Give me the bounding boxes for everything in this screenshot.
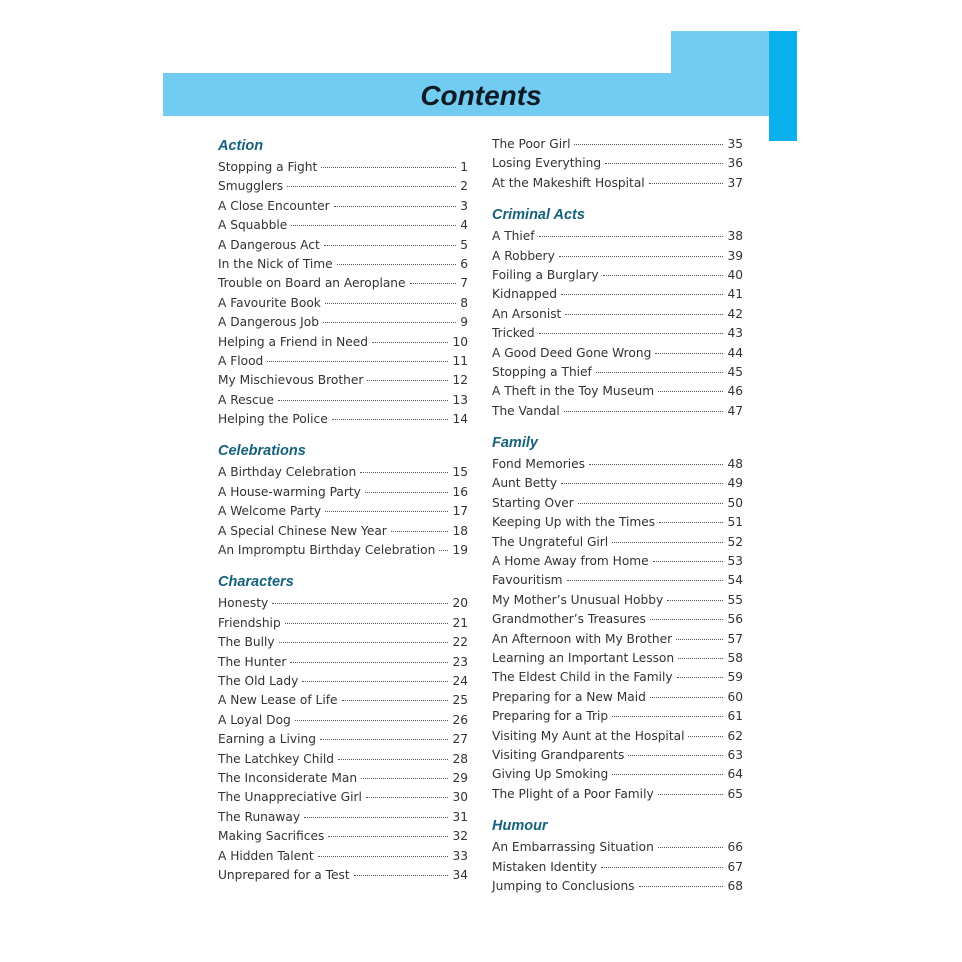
entry-title: A Hidden Talent [218,848,314,863]
page-number: 30 [452,790,468,805]
toc-entry[interactable] [492,610,743,629]
entry-title: The Old Lady [218,673,299,688]
toc-entry[interactable] [492,591,743,610]
entry-title: Keeping Up with the Times [492,515,656,530]
entry-title: A New Lease of Life [218,693,338,708]
toc-entry[interactable] [218,463,468,482]
toc-entry[interactable] [218,541,468,560]
page-number: 39 [727,248,743,263]
entry-title: Preparing for a Trip [492,709,609,724]
entry-title: Grandmother’s Treasures [492,612,646,627]
dot-leader [302,681,448,682]
toc-entry[interactable] [492,474,743,493]
page-number: 33 [452,848,468,863]
page-number: 66 [727,840,743,855]
dot-leader [323,322,456,323]
toc-entry[interactable] [218,352,468,371]
dot-leader [589,464,724,465]
entry-title: Stopping a Fight [218,160,318,174]
dot-leader [325,511,448,512]
page-number: 54 [727,573,743,588]
dot-leader [365,492,449,493]
dot-leader [667,600,723,601]
entry-title: An Arsonist [492,306,562,321]
entry-title: Trouble on Board an Aeroplane [218,276,406,291]
page-number: 51 [727,515,743,530]
dot-leader [658,391,723,392]
page-number: 67 [727,859,743,874]
page-number: 65 [727,786,743,801]
page-number: 59 [727,670,743,685]
entry-title: An Embarrassing Situation [492,840,654,855]
entry-title: Smugglers [218,179,284,194]
page-number: 36 [727,156,743,171]
entry-title: The Bully [218,635,275,650]
toc-entry[interactable] [492,324,743,343]
entry-title: Aunt Betty [492,476,558,491]
dot-leader [285,623,449,624]
section-heading: Criminal Acts [492,207,585,224]
page-number: 52 [727,534,743,549]
dot-leader [279,642,449,643]
dot-leader [539,236,724,237]
dot-leader [272,603,448,604]
page-number: 45 [727,364,743,379]
dot-leader [338,759,449,760]
page-number: 5 [460,237,468,252]
toc-entry[interactable] [218,866,468,885]
page-number: 21 [452,615,468,630]
entry-title: The Ungrateful Girl [492,534,609,549]
toc-entry[interactable] [492,344,743,363]
page-number: 2 [460,179,468,194]
dot-leader [574,144,723,145]
toc-entry[interactable] [492,858,743,877]
toc-entry[interactable] [218,672,468,691]
entry-title: Kidnapped [492,287,558,302]
toc-entry[interactable] [218,255,468,274]
dot-leader [328,836,448,837]
toc-entry[interactable] [492,363,743,382]
dot-leader [678,658,723,659]
dot-leader [596,372,724,373]
toc-entry[interactable] [218,410,468,429]
page-number: 13 [452,392,468,407]
dot-leader [318,856,449,857]
toc-left-column [218,134,468,885]
page-number: 46 [727,384,743,399]
toc-entry[interactable] [218,614,468,633]
toc-section-action [218,135,468,429]
entry-title: The Vandal [492,403,560,418]
toc-section-family [492,432,743,804]
dot-leader [564,411,724,412]
toc-entry[interactable] [492,135,743,154]
toc-entry[interactable] [218,788,468,807]
toc-entry[interactable] [218,633,468,652]
entry-title: A Dangerous Job [218,315,319,330]
entry-title: The Unappreciative Girl [218,790,362,805]
toc-entry[interactable] [492,877,743,896]
page-number: 23 [452,654,468,669]
dot-leader [290,662,448,663]
toc-entry[interactable] [492,285,743,304]
toc-entry[interactable] [492,649,743,668]
dot-leader [677,677,724,678]
page-number: 8 [460,295,468,310]
page-number: 11 [452,353,468,368]
toc-entry[interactable] [218,177,468,196]
page-number: 57 [727,631,743,646]
entry-title: A Special Chinese New Year [218,523,387,538]
entry-title: Helping a Friend in Need [218,334,369,349]
entry-title: A Close Encounter [218,198,330,213]
toc-entry[interactable] [218,502,468,521]
toc-entry[interactable] [218,197,468,216]
toc-entry[interactable] [492,630,743,649]
entry-title: A Loyal Dog [218,712,291,727]
dot-leader [325,303,456,304]
dot-leader [655,353,723,354]
dot-leader [578,503,724,504]
toc-entry[interactable] [218,808,468,827]
toc-entry[interactable] [492,513,743,532]
toc-entry[interactable] [492,707,743,726]
toc-entry[interactable] [218,333,468,352]
page-number: 17 [452,504,468,519]
page-number: 53 [727,554,743,569]
toc-right-column [492,134,743,896]
entry-title: Stopping a Thief [492,364,592,379]
toc-entry[interactable] [492,533,743,552]
entry-title: Preparing for a New Maid [492,689,646,704]
entry-title: The Runaway [218,809,301,824]
dot-leader [658,794,724,795]
page-number: 1 [460,160,468,174]
dot-leader [559,256,724,257]
page-number: 50 [727,495,743,510]
page-number: 7 [460,276,468,291]
dot-leader [291,225,456,226]
entry-title: A Robbery [492,248,555,263]
toc-entry[interactable] [492,552,743,571]
toc-entry[interactable] [218,483,468,502]
entry-title: The Eldest Child in the Family [492,670,673,685]
section-heading: Humour [492,818,548,835]
page-number: 3 [460,198,468,213]
page-number: 42 [727,306,743,321]
dot-leader [410,283,457,284]
toc-section-criminal-acts [492,204,743,421]
page-title: Contents [420,80,542,111]
toc-entry[interactable] [492,174,743,193]
dot-leader [567,580,724,581]
dot-leader [287,186,456,187]
dot-leader [658,847,724,848]
entry-title: Favouritism [492,573,563,588]
dot-leader [605,163,723,164]
entry-title: The Inconsiderate Man [218,770,358,785]
toc-entry[interactable] [492,247,743,266]
dot-leader [439,550,448,551]
page-number: 9 [460,315,468,330]
dot-leader [561,483,723,484]
toc-entry[interactable] [492,382,743,401]
dot-leader [295,720,449,721]
page-number: 61 [727,709,743,724]
dot-leader [649,183,724,184]
dot-leader [612,774,723,775]
entry-title: A Birthday Celebration [218,465,357,480]
dot-leader [565,314,723,315]
entry-title: Learning an Important Lesson [492,650,675,665]
entry-title: The Hunter [218,654,287,669]
dot-leader [354,875,449,876]
dot-leader [601,867,724,868]
page-number: 43 [727,326,743,341]
dot-leader [653,561,724,562]
entry-title: Losing Everything [492,156,602,171]
dot-leader [650,619,724,620]
page-number: 40 [727,267,743,282]
entry-title: Honesty [218,596,269,611]
toc-entry[interactable] [218,274,468,293]
toc-entry[interactable] [218,294,468,313]
dot-leader [539,333,724,334]
toc-entry[interactable] [492,571,743,590]
section-heading: Characters [218,574,294,591]
dot-leader [628,755,723,756]
toc-entry[interactable] [218,691,468,710]
dot-leader [267,361,448,362]
page-number: 34 [452,867,468,882]
entry-title: The Plight of a Poor Family [492,786,654,801]
dot-leader [603,275,724,276]
entry-title: Giving Up Smoking [492,767,609,782]
toc-entry[interactable] [492,227,743,246]
toc-entry[interactable] [492,305,743,324]
toc-entry[interactable] [218,847,468,866]
toc-entry[interactable] [492,402,743,421]
toc-entry[interactable] [218,769,468,788]
dot-leader [561,294,723,295]
section-heading: Celebrations [218,443,306,460]
page-number: 19 [452,543,468,558]
page-number: 64 [727,767,743,782]
toc-entry[interactable] [218,522,468,541]
page-number: 20 [452,596,468,611]
dot-leader [332,419,449,420]
toc-entry[interactable] [492,688,743,707]
toc-entry[interactable] [492,154,743,173]
section-heading: Family [492,435,538,452]
page-number: 12 [452,373,468,388]
page-number: 48 [727,457,743,472]
page-number: 37 [727,175,743,190]
page-number: 62 [727,728,743,743]
entry-title: An Impromptu Birthday Celebration [218,543,436,558]
page-number: 41 [727,287,743,302]
entry-title: Foiling a Burglary [492,267,599,282]
toc-entry[interactable] [492,838,743,857]
page-number: 18 [452,523,468,538]
toc-entry[interactable] [492,266,743,285]
toc-entry[interactable] [492,494,743,513]
entry-title: A Theft in the Toy Museum [492,384,655,399]
toc-entry[interactable] [218,236,468,255]
entry-title: Earning a Living [218,732,316,747]
dot-leader [360,472,448,473]
toc-entry[interactable] [492,668,743,687]
entry-title: A Home Away from Home [492,554,649,569]
entry-title: A Welcome Party [218,504,322,519]
toc-section-continued [492,135,743,193]
page-number: 47 [727,403,743,418]
toc-entry[interactable] [218,371,468,390]
dot-leader [278,400,449,401]
page-number: 4 [460,218,468,233]
dot-leader [334,206,457,207]
toc-entry[interactable] [218,216,468,235]
entry-title: A House-warming Party [218,484,361,499]
toc-entry[interactable] [218,391,468,410]
entry-title: A Good Deed Gone Wrong [492,345,652,360]
page-number: 44 [727,345,743,360]
entry-title: Helping the Police [218,412,328,427]
page-number: 16 [452,484,468,499]
dot-leader [688,736,723,737]
page-number: 29 [452,770,468,785]
dot-leader [342,700,449,701]
dot-leader [372,342,448,343]
section-heading: Action [218,138,264,154]
toc-section-celebrations [218,440,468,560]
toc-entry[interactable] [218,594,468,613]
toc-entry[interactable] [492,455,743,474]
page-number: 27 [452,732,468,747]
page-number: 6 [460,256,468,271]
dot-leader [337,264,457,265]
dot-leader [659,522,723,523]
entry-title: A Squabble [218,218,288,233]
toc-entry[interactable] [218,730,468,749]
dot-leader [612,716,723,717]
entry-title: Tricked [492,326,535,341]
dot-leader [321,167,456,168]
toc-section-humour [492,815,743,896]
toc-entry[interactable] [492,727,743,746]
page-number: 38 [727,229,743,244]
entry-title: Starting Over [492,495,574,510]
page-number: 24 [452,673,468,688]
entry-title: An Afternoon with My Brother [492,631,673,646]
toc-entry[interactable] [492,765,743,784]
page-number: 68 [727,878,743,893]
dot-leader [650,697,724,698]
page-number: 22 [452,635,468,650]
toc-entry[interactable] [492,785,743,804]
toc-section-characters [218,571,468,885]
toc-entry[interactable] [492,746,743,765]
toc-entry[interactable] [218,653,468,672]
toc-entry[interactable] [218,827,468,846]
page-number: 56 [727,612,743,627]
entry-title: The Latchkey Child [218,751,334,766]
page-number: 60 [727,689,743,704]
dot-leader [324,245,456,246]
page-number: 35 [727,137,743,151]
page-number: 55 [727,592,743,607]
page-number: 49 [727,476,743,491]
page-number: 26 [452,712,468,727]
page-number: 63 [727,747,743,762]
entry-title: My Mother’s Unusual Hobby [492,592,664,607]
entry-title: In the Nick of Time [218,256,333,271]
entry-title: A Dangerous Act [218,237,320,252]
page-number: 31 [452,809,468,824]
toc-entry[interactable] [218,750,468,769]
dot-leader [320,739,448,740]
dot-leader [361,778,448,779]
entry-title: A Rescue [218,392,274,407]
dot-leader [639,886,724,887]
entry-title: Fond Memories [492,457,585,472]
dot-leader [366,797,449,798]
page-number: 28 [452,751,468,766]
dot-leader [367,380,448,381]
toc-entry[interactable] [218,313,468,332]
page-number: 32 [452,829,468,844]
entry-title: Friendship [218,615,281,630]
dot-leader [304,817,448,818]
dot-leader [391,531,449,532]
entry-title: At the Makeshift Hospital [492,175,645,190]
entry-title: Mistaken Identity [492,859,597,874]
page-number: 58 [727,650,743,665]
entry-title: A Thief [492,229,535,244]
entry-title: Unprepared for a Test [218,867,350,882]
page-number: 10 [452,334,468,349]
entry-title: Visiting Grandparents [492,747,625,762]
toc-entry[interactable] [218,711,468,730]
entry-title: A Flood [218,353,264,368]
entry-title: A Favourite Book [218,295,321,310]
dot-leader [676,639,723,640]
page-number: 15 [452,465,468,480]
toc-entry[interactable] [218,158,468,177]
dot-leader [612,542,723,543]
entry-title: The Poor Girl [492,137,571,151]
entry-title: Jumping to Conclusions [492,878,635,893]
entry-title: Visiting My Aunt at the Hospital [492,728,685,743]
entry-title: My Mischievous Brother [218,373,364,388]
page-number: 14 [452,412,468,427]
page-number: 25 [452,693,468,708]
entry-title: Making Sacrifices [218,829,325,844]
